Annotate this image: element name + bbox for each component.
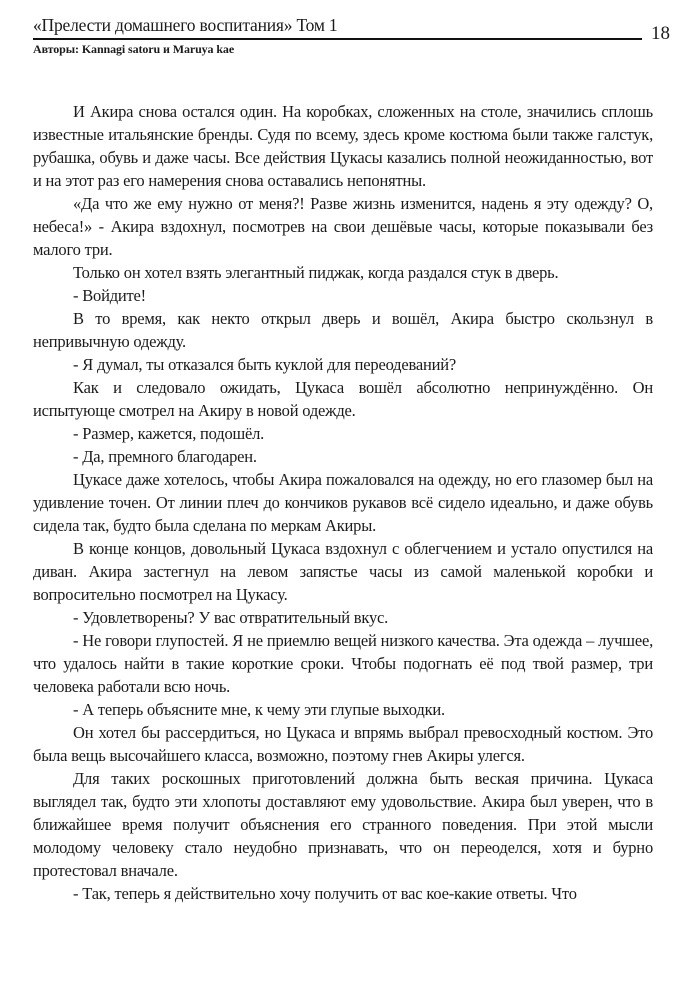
paragraph-8: - Размер, кажется, подошёл.	[73, 424, 265, 443]
header-row	[33, 14, 670, 44]
page-number: 18	[651, 23, 670, 44]
paragraph-3: Только он хотел взять элегантный пиджак, когда раздался стук в дверь.	[73, 263, 559, 282]
paragraph-14: - А теперь объясните мне, к чему эти глупые выходки.	[73, 700, 445, 719]
paragraph-7: Как и следовало ожидать, Цукаса вошёл абсолютно непринуждённо. Он испытующе смотрел на Акиру в новой одежде.	[33, 378, 653, 420]
paragraph-11: В конце концов, довольный Цукаса вздохнул с облегчением и устало опустился на диван. Акира застегнул на левом запястье часы из самой маленькой коробки и вопросительно посмотрел на Цукасу.	[33, 539, 653, 604]
paragraph-10: Цукасе даже хотелось, чтобы Акира пожаловался на одежду, но его глазомер был на удивление точен. От линии плеч до кончиков рукавов всё сидело идеально, и даже обувь сидела так, будто была сделана по меркам Акиры.	[33, 470, 653, 535]
authors-line: Авторы: Kannagi satoru и Maruya kae	[33, 42, 235, 56]
paragraph-5: В то время, как некто открыл дверь и вошёл, Акира быстро скользнул в непривычную одежду.	[33, 309, 653, 351]
paragraph-16: Для таких роскошных приготовлений должна быть веская причина. Цукаса выглядел так, будто эти хлопоты доставляют ему удовольствие. Акира был уверен, что в ближайшее время получит объяснения его странного поведения. При этой мысли молодому человеку стало неудобно признавать, что он переоделся, хотя и бурно протестовал вначале.	[33, 769, 653, 880]
paragraph-15: Он хотел бы рассердиться, но Цукаса и впрямь выбрал превосходный костюм. Это была вещь высочайшего класса, возможно, поэтому гнев Акиры улегся.	[33, 723, 653, 765]
paragraph-12: - Удовлетворены? У вас отвратительный вкус.	[73, 608, 389, 627]
paragraph-6: - Я думал, ты отказался быть куклой для переодеваний?	[73, 355, 456, 374]
paragraph-4: - Войдите!	[73, 286, 146, 305]
page-body	[0, 100, 682, 905]
paragraph-2: «Да что же ему нужно от меня?! Разве жизнь изменится, надень я эту одежду? О, небеса!» - Акира вздохнул, посмотрев на свои дешёвые часы, которые показывали без малого три.	[33, 194, 653, 259]
book-title: «Прелести домашнего воспитания» Том 1	[33, 14, 642, 40]
paragraph-13: - Не говори глупостей. Я не приемлю вещей низкого качества. Эта одежда – лучшее, что удалось найти в такие короткие сроки. Чтобы подогнать её под твой размер, три человека работали всю ночь.	[33, 631, 653, 696]
paragraph-9: - Да, премного благодарен.	[73, 447, 257, 466]
paragraph-1: И Акира снова остался один. На коробках, сложенных на столе, значились сплошь известные итальянские бренды. Судя по всему, здесь кроме костюма были также галстук, рубашка, обувь и даже часы. Все действия Цукасы казались полной неожиданностью, вот и на этот раз его намерения снова оставались непонятны.	[33, 102, 653, 190]
paragraph-17: - Так, теперь я действительно хочу получить от вас кое-какие ответы. Что	[73, 884, 577, 903]
page-header	[0, 14, 682, 56]
